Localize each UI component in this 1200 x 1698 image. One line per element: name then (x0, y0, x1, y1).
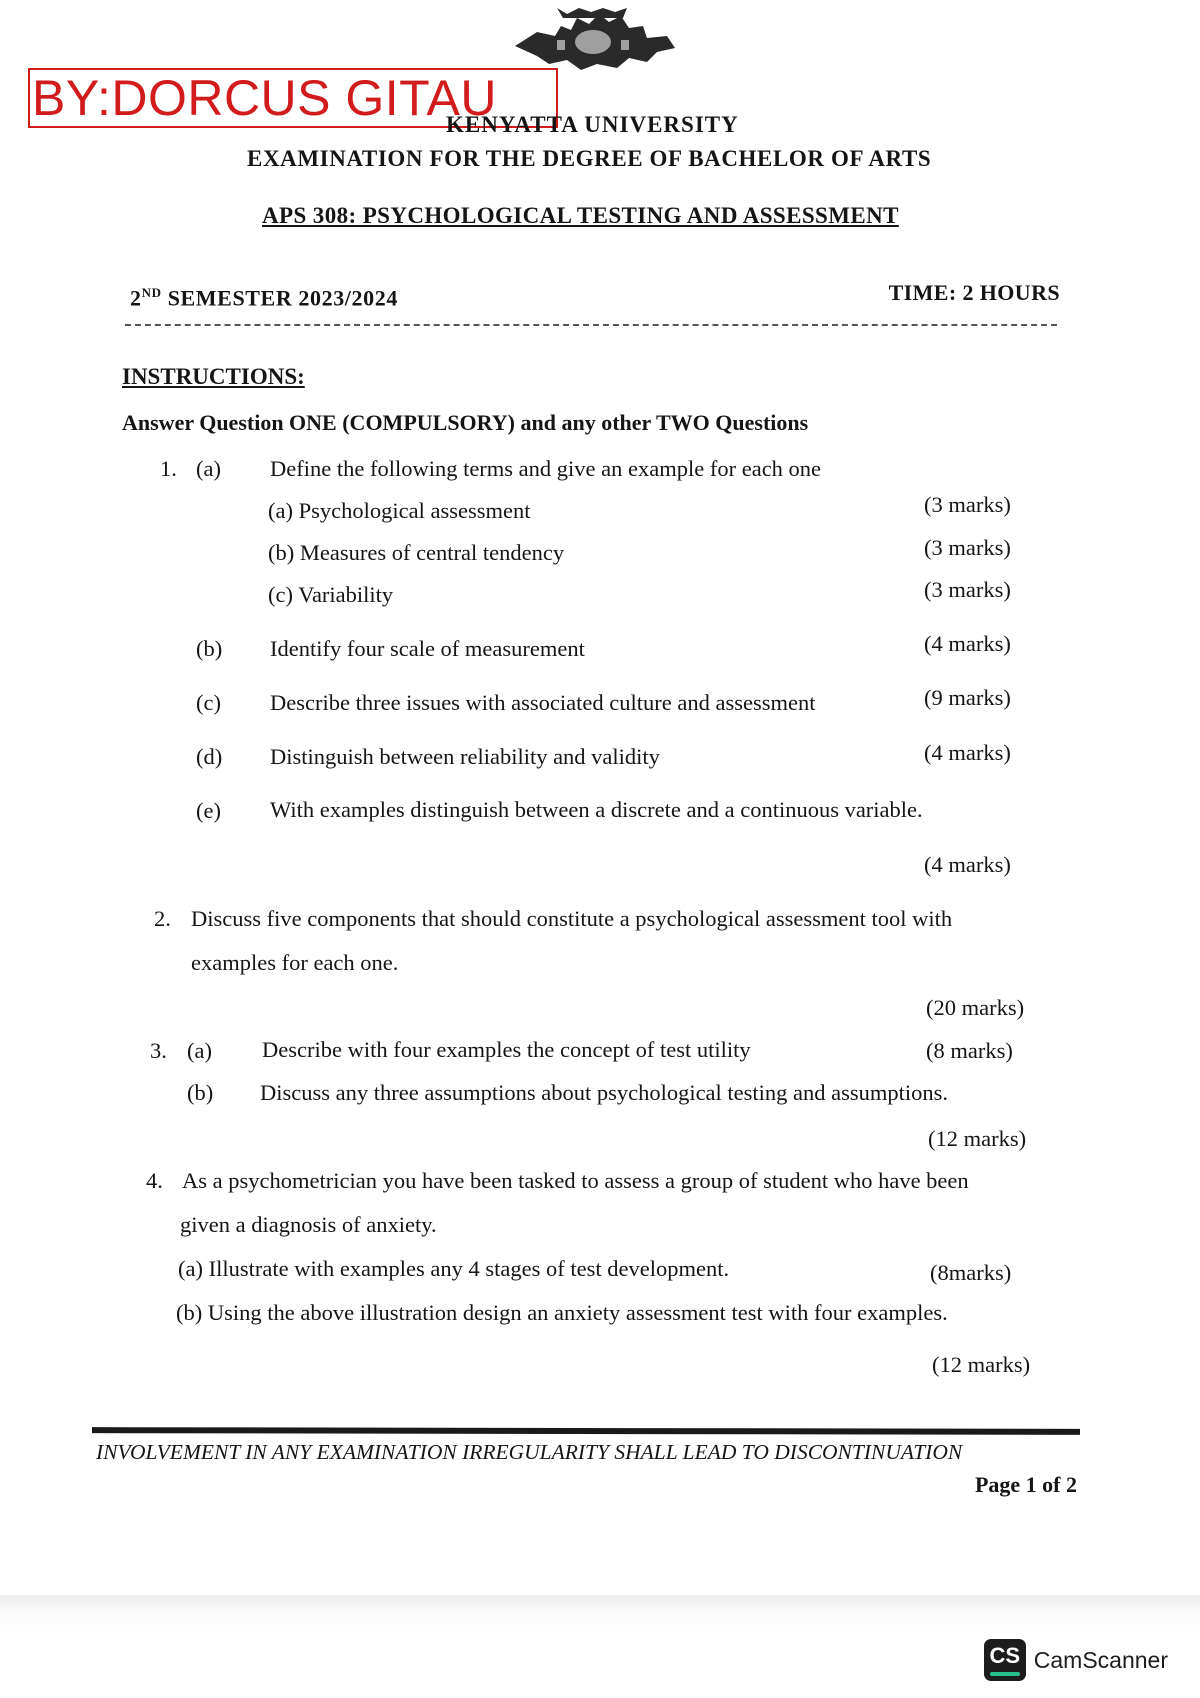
question-2-marks: (20 marks) (926, 995, 1025, 1020)
question-4a-text: (a) Illustrate with examples any 4 stages of test development. (178, 1256, 730, 1281)
question-1a-item: (b) Measures of central tendency (268, 540, 565, 565)
author-watermark: BY:DORCUS GITAU (28, 68, 558, 128)
question-4-text: As a psychometrician you have been tasked to assess a group of student who have been (182, 1168, 969, 1193)
question-3b-marks: (12 marks) (928, 1126, 1027, 1151)
instructions-text: Answer Question ONE (COMPULSORY) and any other TWO Questions (122, 410, 809, 435)
question-1a-item-marks: (3 marks) (924, 492, 1011, 517)
question-4a-marks: (8marks) (930, 1260, 1012, 1285)
scanner-name: CamScanner (1033, 1646, 1168, 1673)
question-1a-item-marks: (3 marks) (924, 577, 1011, 602)
question-4b-marks: (12 marks) (932, 1352, 1031, 1377)
exam-duration: TIME: 2 HOURS (888, 280, 1060, 305)
course-title: APS 308: PSYCHOLOGICAL TESTING AND ASSESSMENT (262, 203, 899, 228)
question-1e-label: (e) (196, 798, 221, 823)
question-4-number: 4. (146, 1168, 163, 1193)
question-1a-item: (c) Variability (268, 582, 394, 607)
camscanner-logo-icon: CS (984, 1639, 1026, 1681)
question-3a-label: (a) (187, 1038, 212, 1063)
question-4b-text: (b) Using the above illustration design an anxiety assessment test with four examples. (176, 1300, 948, 1325)
university-name: KENYATTA UNIVERSITY (446, 112, 739, 137)
scanner-badge (984, 1638, 1168, 1682)
question-1d-text: Distinguish between reliability and validity (270, 744, 660, 769)
question-1b-marks: (4 marks) (924, 631, 1011, 656)
question-3a-text: Describe with four examples the concept of test utility (262, 1037, 751, 1062)
semester: 2ND SEMESTER 2023/2024 (130, 285, 398, 311)
instructions-heading: INSTRUCTIONS: (122, 364, 305, 389)
question-3b-text: Discuss any three assumptions about psychological testing and assumptions. (260, 1080, 949, 1105)
question-1a-item-marks: (3 marks) (924, 535, 1011, 560)
question-1c-label: (c) (196, 690, 221, 715)
question-1a-label: (a) (196, 456, 221, 481)
exam-title: EXAMINATION FOR THE DEGREE OF BACHELOR OF ARTS (247, 146, 932, 171)
page-number: Page 1 of 2 (974, 1472, 1077, 1497)
question-1b-text: Identify four scale of measurement (270, 636, 585, 661)
question-2-text: Discuss five components that should constitute a psychological assessment tool with (191, 906, 953, 931)
question-2-text-cont: examples for each one. (191, 950, 399, 975)
question-3-number: 3. (150, 1038, 167, 1063)
irregularity-warning: INVOLVEMENT IN ANY EXAMINATION IRREGULARITY SHALL LEAD TO DISCONTINUATION (96, 1440, 963, 1464)
question-1b-label: (b) (196, 636, 223, 661)
question-1c-marks: (9 marks) (924, 685, 1011, 710)
question-1e-text: With examples distinguish between a discrete and a continuous variable. (270, 797, 923, 822)
question-1c-text: Describe three issues with associated culture and assessment (270, 690, 816, 715)
question-1e-marks: (4 marks) (924, 852, 1011, 877)
question-4-text-cont: given a diagnosis of anxiety. (180, 1212, 437, 1237)
header-divider (125, 324, 1057, 326)
question-3b-label: (b) (187, 1080, 214, 1105)
question-2-number: 2. (154, 906, 171, 931)
question-3a-marks: (8 marks) (926, 1038, 1013, 1063)
footer-rule (92, 1427, 1080, 1435)
question-1a-item: (a) Psychological assessment (268, 498, 531, 523)
question-1a-text: Define the following terms and give an example for each one (270, 456, 822, 481)
question-1-number: 1. (160, 456, 177, 481)
question-1d-marks: (4 marks) (924, 740, 1011, 765)
question-1d-label: (d) (196, 744, 223, 769)
